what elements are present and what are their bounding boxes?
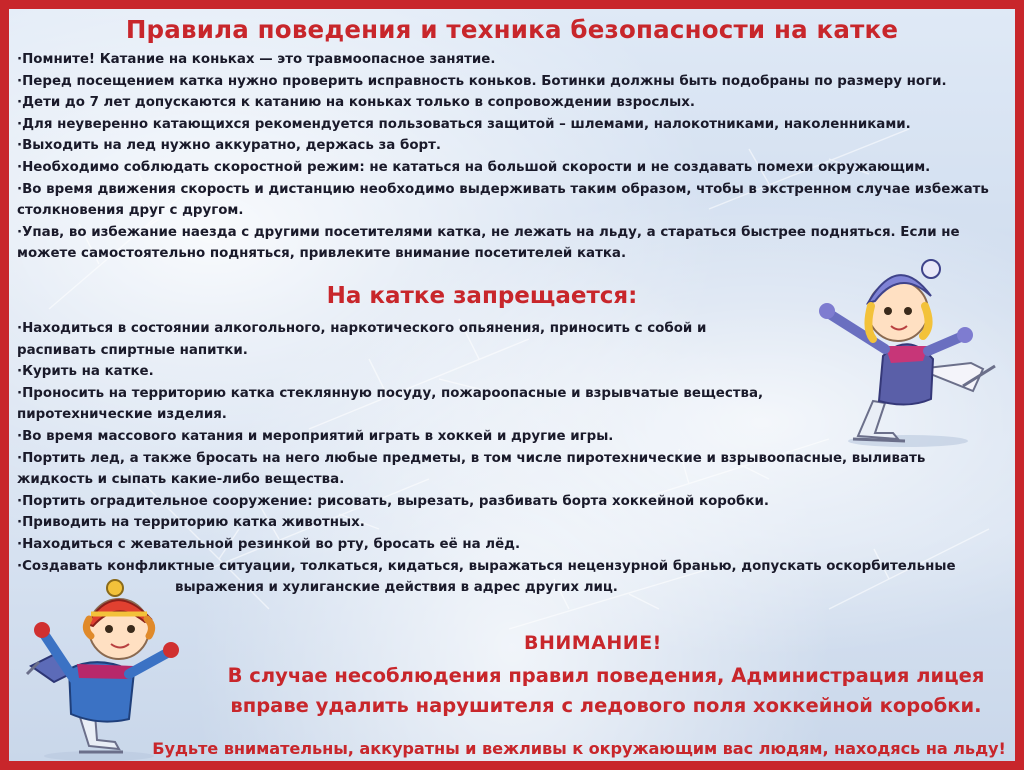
forbidden-item: · Во время массового катания и мероприятий играть в хоккей и другие игры. — [17, 426, 1002, 448]
girl-skater-illustration — [813, 251, 1003, 451]
rule-item: · Помните! Катание на коньках — это травмоопасное занятие. — [17, 49, 1007, 71]
forbidden-item: · Портить лед, а также бросать на него любые предметы, в том числе пиротехнические и взрывоопасные, выливать жидкость и сыпать какие-либо вещества. — [17, 448, 1002, 491]
forbidden-item: · Находиться в состоянии алкогольного, наркотического опьянения, приносить с собой и распивать спиртные напитки. — [17, 318, 777, 361]
forbidden-item: · Портить оградительное сооружение: рисовать, вырезать, разбивать борта хоккейной коробки. — [17, 491, 1002, 513]
forbidden-last-continuation: выражения и хулиганские действия в адрес других лиц. — [175, 580, 618, 596]
rule-item: · Во время движения скорость и дистанцию необходимо выдерживать таким образом, чтобы в экстренном случае избежать столкновения друг с другом. — [17, 179, 1007, 222]
rule-item: · Выходить на лед нужно аккуратно, держась за борт. — [17, 135, 1007, 157]
closing-message: Будьте внимательны, аккуратны и вежливы к окружающим вас людям, находясь на льду! — [152, 739, 1006, 758]
warning-heading: ВНИМАНИЕ! — [524, 632, 662, 654]
forbidden-item: · Проносить на территорию катка стеклянную посуду, пожароопасные и взрывчатые вещества, пиротехнические изделия. — [17, 383, 777, 426]
forbidden-item: · Приводить на территорию катка животных. — [17, 512, 1002, 534]
forbidden-last-first-line: Создавать конфликтные ситуации, толкаться, кидаться, выражаться нецензурной бранью, допускать оскорбительные — [22, 558, 956, 574]
forbidden-heading: На катке запрещается: — [326, 283, 638, 309]
forbidden-item: · Находиться с жевательной резинкой во рту, бросать её на лёд. — [17, 534, 1002, 556]
boy-skater-illustration — [19, 574, 199, 764]
page-title: Правила поведения и техника безопасности на катке — [125, 15, 899, 44]
rule-item: · Перед посещением катка нужно проверить исправность коньков. Ботинки должны быть подобраны по размеру ноги. — [17, 71, 1007, 93]
warning-line: вправе удалить нарушителя с ледового поля хоккейной коробки. — [230, 694, 982, 717]
forbidden-item: · Курить на катке. — [17, 361, 1002, 383]
rule-item: · Необходимо соблюдать скоростной режим: не кататься на большой скорости и не создавать помехи окружающим. — [17, 157, 1007, 179]
rule-item: · Дети до 7 лет допускаются к катанию на коньках только в сопровождении взрослых. — [17, 92, 1007, 114]
warning-line: В случае несоблюдения правил поведения, Администрация лицея — [227, 664, 985, 687]
rules-list — [17, 49, 1007, 265]
rule-item: · Для неуверенно катающихся рекомендуется пользоваться защитой – шлемами, налокотниками, наколенниками. — [17, 114, 1007, 136]
warning-text — [195, 661, 1017, 721]
rule-item: · Упав, во избежание наезда с другими посетителями катка, не лежать на льду, а стараться быстрее подняться. Если не можете самостоятельно подняться, привлеките внимание посетителей катка. — [17, 222, 1007, 265]
